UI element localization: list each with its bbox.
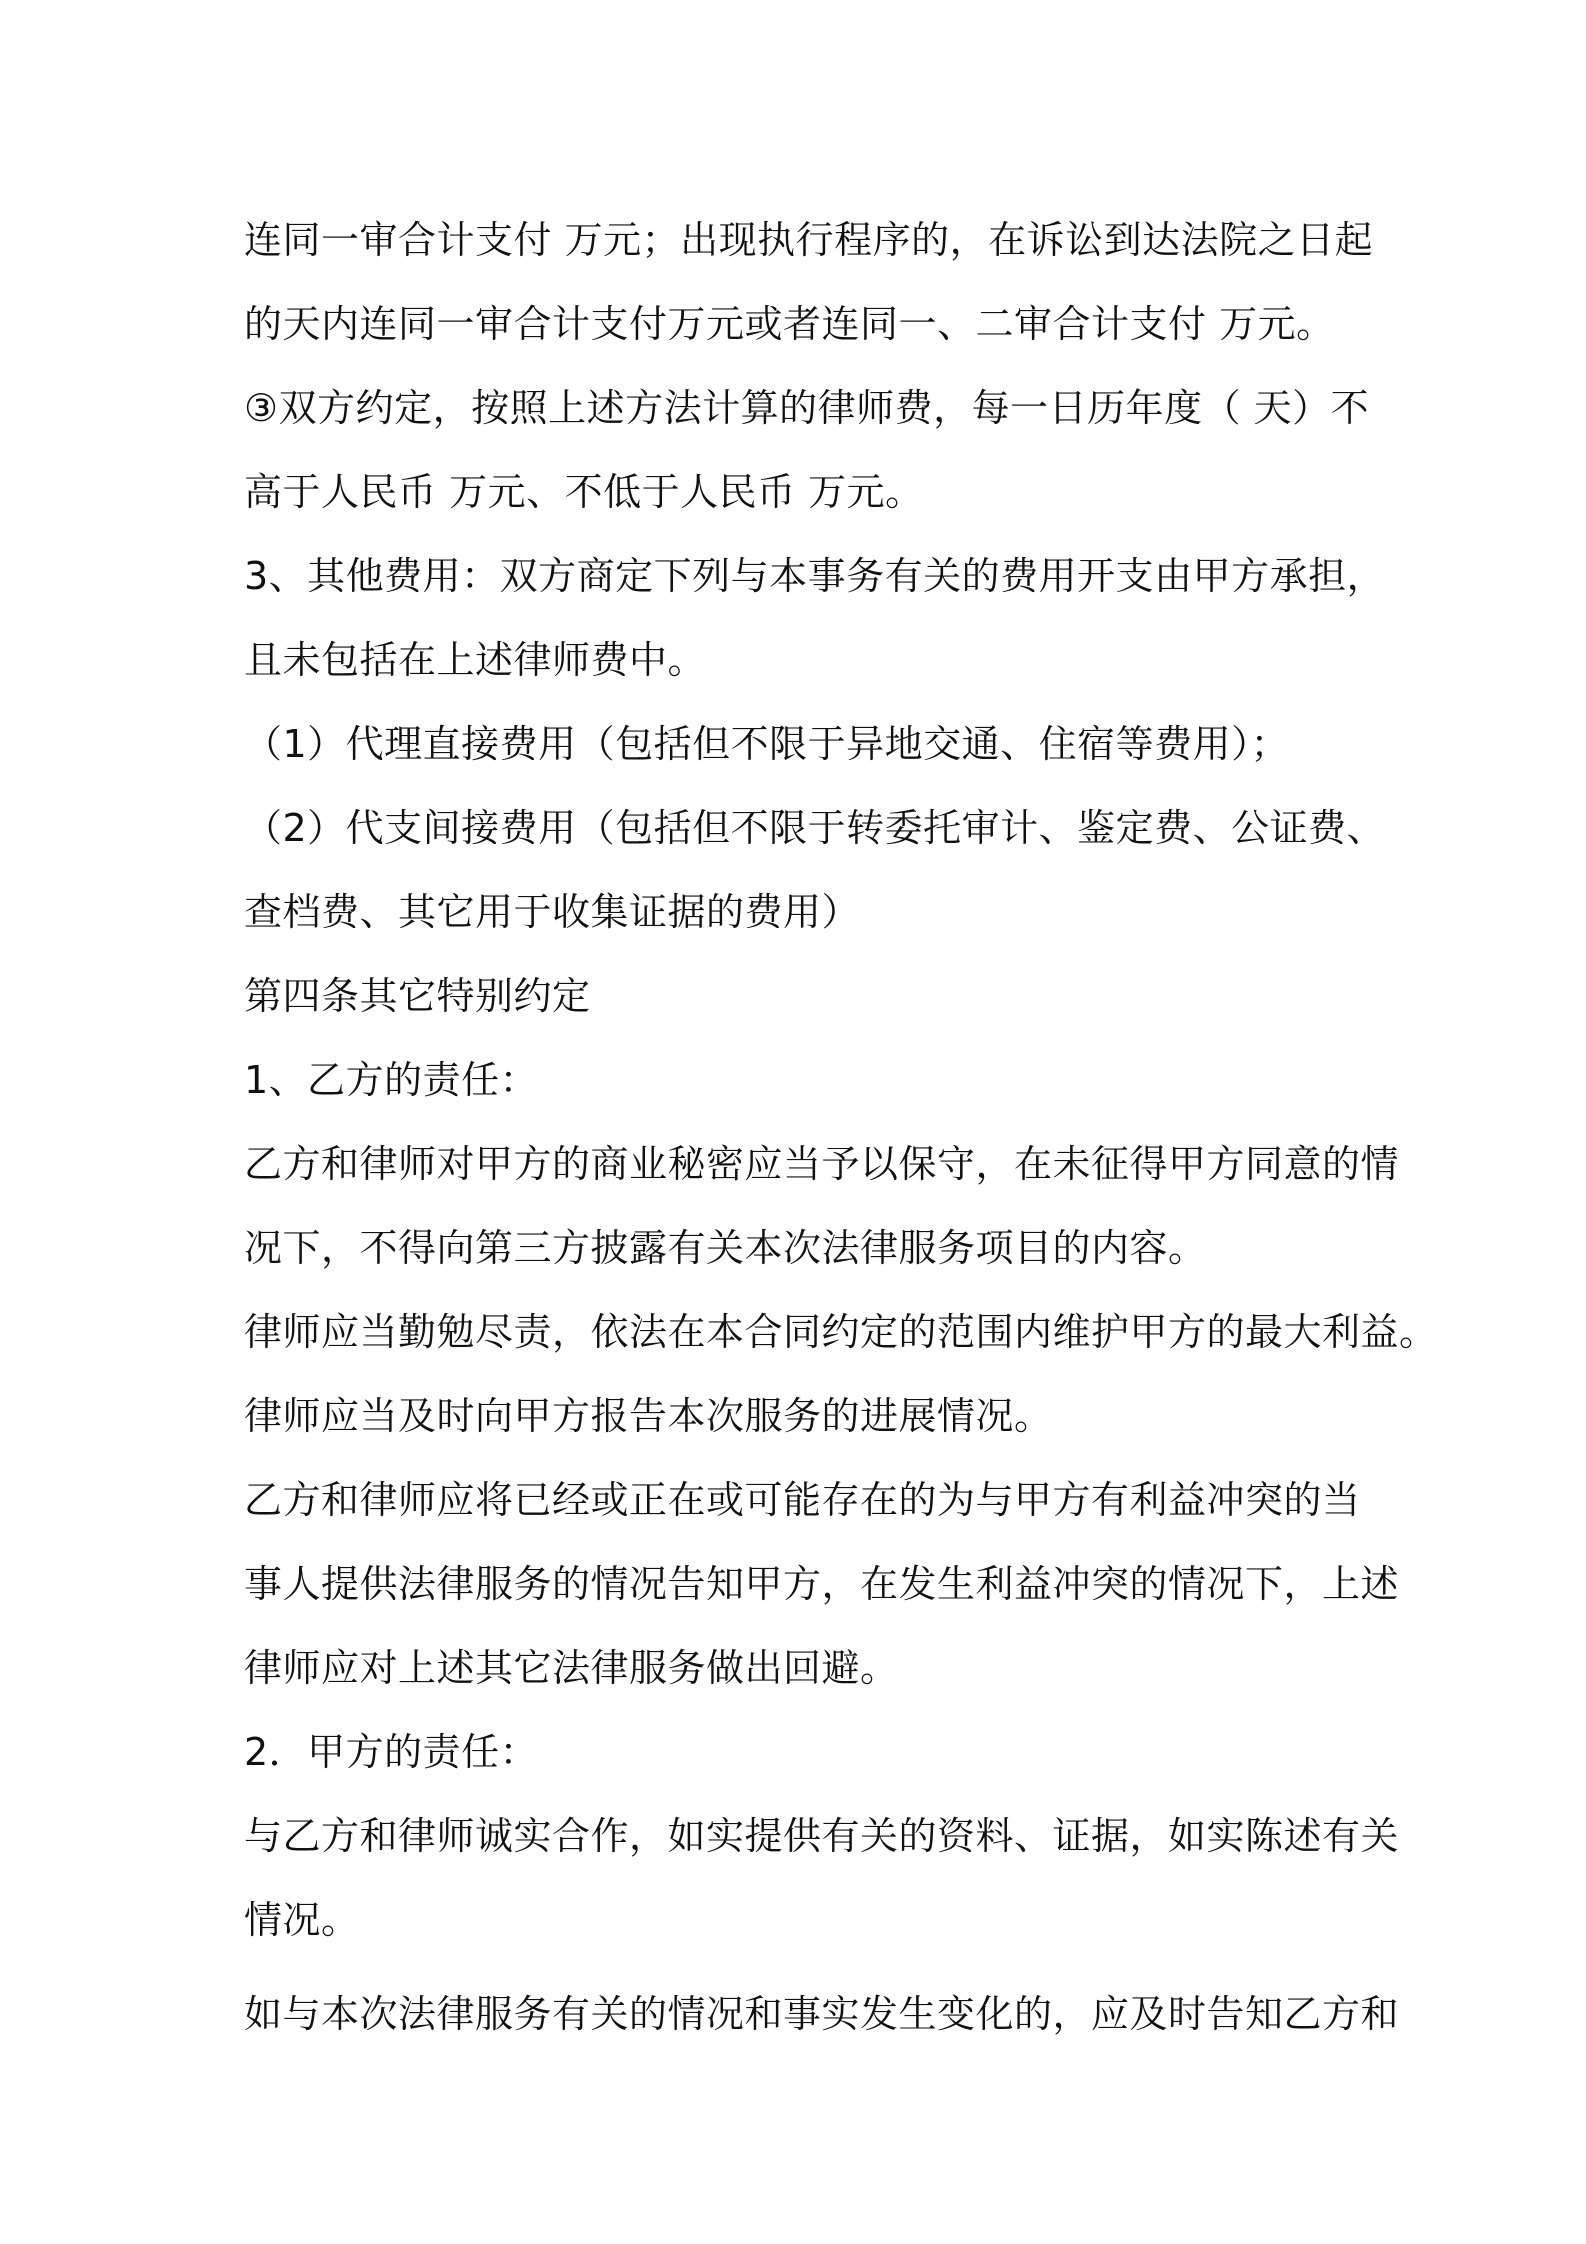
text-line: （2）代支间接费用（包括但不限于转委托审计、鉴定费、公证费、: [244, 806, 1386, 850]
text-line: ③双方约定，按照上述方法计算的律师费，每一日历年度（ 天）不: [244, 386, 1370, 430]
text-line: 况下，不得向第三方披露有关本次法律服务项目的内容。: [244, 1226, 1207, 1270]
text-line: 高于人民币 万元、不低于人民币 万元。: [244, 470, 924, 514]
subsection-heading: 2．甲方的责任：: [244, 1730, 539, 1774]
text-line: 情况。: [244, 1898, 360, 1942]
text-line: 连同一审合计支付 万元；出现执行程序的，在诉讼到达法院之日起: [244, 218, 1374, 262]
text-line: （1）代理直接费用（包括但不限于异地交通、住宿等费用）；: [244, 722, 1290, 766]
text-line: 的天内连同一审合计支付万元或者连同一、二审合计支付 万元。: [244, 302, 1335, 346]
text-line: 乙方和律师应将已经或正在或可能存在的为与甲方有利益冲突的当: [244, 1478, 1361, 1522]
text-line: 律师应当及时向甲方报告本次服务的进展情况。: [244, 1394, 1053, 1438]
text-line: 乙方和律师对甲方的商业秘密应当予以保守，在未征得甲方同意的情: [244, 1142, 1400, 1186]
text-line: 3、其他费用：双方商定下列与本事务有关的费用开支由甲方承担，: [244, 554, 1386, 598]
text-line: 且未包括在上述律师费中。: [244, 638, 707, 682]
text-line: 查档费、其它用于收集证据的费用）: [244, 890, 861, 934]
section-heading: 第四条其它特别约定: [244, 974, 591, 1018]
text-line: 律师应对上述其它法律服务做出回避。: [244, 1646, 899, 1690]
document-body: [244, 198, 1438, 2056]
text-line: 如与本次法律服务有关的情况和事实发生变化的，应及时告知乙方和: [244, 1992, 1400, 2036]
text-line: 与乙方和律师诚实合作，如实提供有关的资料、证据，如实陈述有关: [244, 1814, 1400, 1858]
subsection-heading: 1、乙方的责任：: [244, 1058, 539, 1102]
text-line: 律师应当勤勉尽责，依法在本合同约定的范围内维护甲方的最大利益。: [244, 1310, 1438, 1354]
text-line: 事人提供法律服务的情况告知甲方，在发生利益冲突的情况下，上述: [244, 1562, 1400, 1606]
